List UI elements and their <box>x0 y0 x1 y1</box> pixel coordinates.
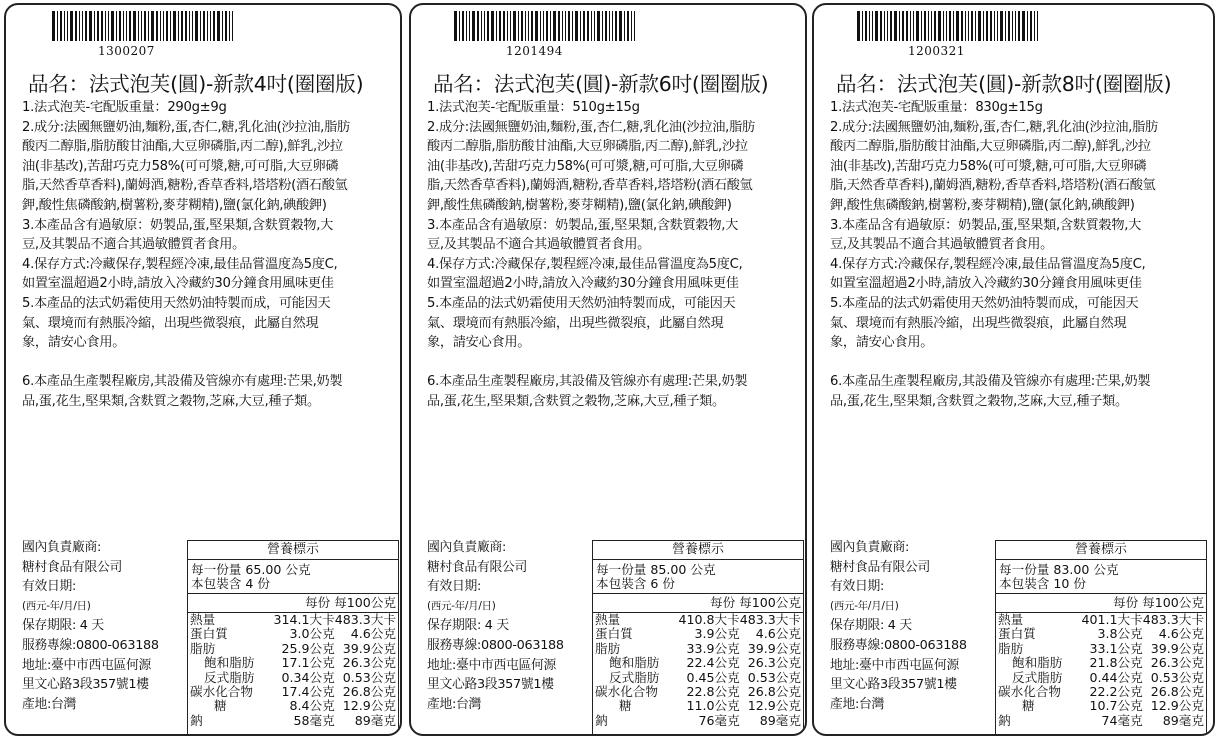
barcode-number: 1201494 <box>506 44 563 58</box>
description-line: 油(非基改),苦甜巧克力58%(可可漿,糖,可可脂,大豆卵磷 <box>830 158 1147 174</box>
nutrient-name: 碳水化合物 <box>595 684 658 700</box>
nutrition-row <box>593 699 803 713</box>
nutrient-name: 反式脂肪 <box>1012 669 1063 685</box>
product-label-2 <box>409 3 807 736</box>
per-serving-value: 3.9公克 <box>694 626 740 642</box>
manufacturer-line: 有效日期: <box>830 579 884 595</box>
nutrition-header: 營養標示 <box>996 541 1206 560</box>
description-line: 4.保存方式:冷藏保存,製程經冷凍,最佳品嘗溫度為5度C, <box>830 256 1146 272</box>
nutrient-name: 飽和脂肪 <box>204 655 255 671</box>
per-serving-value: 3.8公克 <box>1097 626 1143 642</box>
per-100g-value: 39.9公克 <box>747 640 801 656</box>
per-100g-value: 0.53公克 <box>747 669 801 685</box>
nutrient-name: 脂肪 <box>998 640 1024 656</box>
nutrition-row <box>593 627 803 641</box>
per-serving-value: 0.45公克 <box>686 669 740 685</box>
description-line: 酸丙二醇脂,脂肪酸甘油酯,大豆卵磷脂,丙二醇),鮮乳,沙拉 <box>427 139 748 155</box>
nutrition-row <box>996 642 1206 656</box>
description-line: 如置室溫超過2小時,請放入冷藏約30分鐘食用風味更佳 <box>427 276 739 292</box>
description-line: 豆,及其製品不適合其過敏體質者食用。 <box>22 237 245 253</box>
per-100g-value: 89毫克 <box>354 712 396 728</box>
nutrient-name: 熱量 <box>595 612 621 627</box>
per-serving-value: 22.2公克 <box>1089 684 1143 700</box>
manufacturer-line: 國內負責廠商: <box>427 540 506 555</box>
description-line: 3.本產品含有過敏原：奶製品,蛋,堅果類,含麩質穀物,大 <box>22 217 334 233</box>
description-line: 6.本產品生產製程廠房,其設備及管線亦有處理:芒果,奶製 <box>427 374 748 390</box>
per-serving-value: 22.8公克 <box>686 684 740 700</box>
manufacturer-line: 服務專線:0800-063188 <box>22 637 159 653</box>
per-100g-value: 0.53公克 <box>342 669 396 685</box>
description-line: 如置室溫超過2小時,請放入冷藏約30分鐘食用風味更佳 <box>830 276 1142 292</box>
nutrition-row <box>188 671 398 685</box>
barcode <box>857 11 1040 41</box>
description-line: 5.本產品的法式奶霜使用天然奶油特製而成，可能因天 <box>830 295 1139 311</box>
per-100g-value: 483.3大卡 <box>739 612 801 627</box>
barcode-number: 1200321 <box>908 44 965 58</box>
per-100g-value: 4.6公克 <box>755 626 801 642</box>
nutrient-name: 蛋白質 <box>595 626 633 642</box>
serving-size: 每一份量 83.00 公克 <box>999 562 1119 577</box>
manufacturer-line: 地址:臺中市西屯區何源 <box>22 657 151 673</box>
nutrition-row <box>593 656 803 670</box>
product-label-3 <box>812 3 1215 736</box>
description-line: 6.本產品生產製程廠房,其設備及管線亦有處理:芒果,奶製 <box>830 374 1151 390</box>
nutrition-column-header: 每份 每100公克 <box>996 594 1206 613</box>
per-serving-value: 314.1大卡 <box>273 612 335 627</box>
description-line <box>22 353 390 373</box>
per-100g-value: 0.53公克 <box>1150 669 1204 685</box>
manufacturer-info <box>427 538 595 714</box>
per-100g-value: 26.3公克 <box>1150 655 1204 671</box>
servings-per-package: 本包裝含 6 份 <box>596 576 675 591</box>
per-serving-value: 25.9公克 <box>281 640 335 656</box>
description-line: 3.本產品含有過敏原：奶製品,蛋,堅果類,含麩質穀物,大 <box>427 217 739 233</box>
nutrition-row <box>996 699 1206 713</box>
description-line: 脂,天然香草香料),蘭姆酒,糖粉,香草香料,塔塔粉(酒石酸氫 <box>427 178 753 194</box>
description-line: 品,蛋,花生,堅果類,含麩質之穀物,芝麻,大豆,種子類。 <box>427 393 725 409</box>
nutrition-column-header: 每份 每100公克 <box>188 594 398 613</box>
product-title: 品名：法式泡芙(圓)-新款4吋(圈圈版) <box>28 72 364 96</box>
nutrition-row <box>593 714 803 728</box>
product-description <box>427 98 795 412</box>
manufacturer-line: (西元-年/月/日) <box>22 599 91 612</box>
description-line: 象，請安心食用。 <box>22 335 126 351</box>
per-100g-value: 4.6公克 <box>350 626 396 642</box>
manufacturer-line: 有效日期: <box>427 579 481 595</box>
manufacturer-line: 里文心路3段357號1樓 <box>427 677 554 693</box>
manufacturer-line: (西元-年/月/日) <box>830 599 899 612</box>
description-line: 油(非基改),苦甜巧克力58%(可可漿,糖,可可脂,大豆卵磷 <box>22 158 339 174</box>
description-line: 5.本產品的法式奶霜使用天然奶油特製而成，可能因天 <box>427 295 736 311</box>
per-serving-value: 0.34公克 <box>281 669 335 685</box>
description-line: 鉀,酸性焦磷酸鈉,樹薯粉,麥芽糊精),鹽(氯化鈉,碘酸鉀) <box>830 197 1135 213</box>
nutrition-column-header: 每份 每100公克 <box>593 594 803 613</box>
nutrient-name: 飽和脂肪 <box>609 655 660 671</box>
manufacturer-line: 保存期限: 4 天 <box>22 618 104 634</box>
description-line: 脂,天然香草香料),蘭姆酒,糖粉,香草香料,塔塔粉(酒石酸氫 <box>830 178 1156 194</box>
manufacturer-line: 國內負責廠商: <box>830 540 909 555</box>
servings-per-package: 本包裝含 4 份 <box>191 576 270 591</box>
description-line: 豆,及其製品不適合其過敏體質者食用。 <box>830 237 1053 253</box>
per-100g-value: 12.9公克 <box>342 698 396 714</box>
description-line: 1.法式泡芙-宅配版重量：510g±15g <box>427 100 640 115</box>
manufacturer-line: 地址:臺中市西屯區何源 <box>427 657 556 673</box>
nutrition-row <box>593 613 803 627</box>
per-serving-value: 33.9公克 <box>686 640 740 656</box>
description-line: 鉀,酸性焦磷酸鈉,樹薯粉,麥芽糊精),鹽(氯化鈉,碘酸鉀) <box>427 197 732 213</box>
manufacturer-line: 服務專線:0800-063188 <box>427 637 564 653</box>
nutrition-row <box>996 714 1206 728</box>
description-line: 4.保存方式:冷藏保存,製程經冷凍,最佳品嘗溫度為5度C, <box>22 256 338 272</box>
nutrient-name: 反式脂肪 <box>609 669 660 685</box>
per-serving-value: 401.1大卡 <box>1081 612 1143 627</box>
per-serving-value: 76毫克 <box>698 712 740 728</box>
per-serving-value: 33.1公克 <box>1089 640 1143 656</box>
per-100g-value: 4.6公克 <box>1158 626 1204 642</box>
per-100g-value: 483.3大卡 <box>334 612 396 627</box>
nutrition-row <box>593 642 803 656</box>
per-100g-value: 26.8公克 <box>747 684 801 700</box>
description-line <box>830 353 1198 373</box>
description-line: 氣、環境而有熱脹冷縮，出現些微裂痕，此屬自然現 <box>22 315 319 331</box>
per-serving-value: 17.1公克 <box>281 655 335 671</box>
nutrition-row <box>188 714 398 728</box>
nutrient-name: 碳水化合物 <box>998 684 1061 700</box>
per-serving-value: 3.0公克 <box>289 626 335 642</box>
nutrition-row <box>188 627 398 641</box>
manufacturer-line: 糖村食品有限公司 <box>427 559 527 575</box>
manufacturer-line: 糖村食品有限公司 <box>22 559 122 575</box>
description-line <box>427 353 795 373</box>
per-serving-value: 17.4公克 <box>281 684 335 700</box>
description-line: 象，請安心食用。 <box>830 335 934 351</box>
nutrition-row <box>188 699 398 713</box>
description-line: 品,蛋,花生,堅果類,含麩質之穀物,芝麻,大豆,種子類。 <box>22 393 320 409</box>
description-line: 如置室溫超過2小時,請放入冷藏約30分鐘食用風味更佳 <box>22 276 334 292</box>
product-description <box>830 98 1198 412</box>
per-100g-value: 26.3公克 <box>747 655 801 671</box>
description-line: 6.本產品生產製程廠房,其設備及管線亦有處理:芒果,奶製 <box>22 374 343 390</box>
description-line: 2.成分:法國無鹽奶油,麵粉,蛋,杏仁,糖,乳化油(沙拉油,脂肪 <box>427 119 755 135</box>
per-100g-value: 39.9公克 <box>342 640 396 656</box>
description-line: 5.本產品的法式奶霜使用天然奶油特製而成，可能因天 <box>22 295 331 311</box>
serving-info <box>188 560 398 594</box>
per-100g-value: 12.9公克 <box>1150 698 1204 714</box>
nutrition-header: 營養標示 <box>188 541 398 560</box>
nutrient-name: 熱量 <box>190 612 216 627</box>
nutrient-name: 反式脂肪 <box>204 669 255 685</box>
nutrition-row <box>996 627 1206 641</box>
per-serving-value: 8.4公克 <box>289 698 335 714</box>
description-line: 豆,及其製品不適合其過敏體質者食用。 <box>427 237 650 253</box>
nutrition-row <box>188 642 398 656</box>
manufacturer-info <box>22 538 190 714</box>
per-100g-value: 39.9公克 <box>1150 640 1204 656</box>
manufacturer-line: (西元-年/月/日) <box>427 599 496 612</box>
per-100g-value: 12.9公克 <box>747 698 801 714</box>
per-serving-value: 74毫克 <box>1101 712 1143 728</box>
per-serving-value: 11.0公克 <box>686 698 740 714</box>
product-description <box>22 98 390 412</box>
servings-per-package: 本包裝含 10 份 <box>999 576 1087 591</box>
per-serving-value: 21.8公克 <box>1089 655 1143 671</box>
nutrition-row <box>188 685 398 699</box>
nutrition-row <box>188 656 398 670</box>
product-label-1 <box>4 3 402 736</box>
nutrition-row <box>996 613 1206 627</box>
manufacturer-line: 里文心路3段357號1樓 <box>830 677 957 693</box>
description-line: 1.法式泡芙-宅配版重量：290g±9g <box>22 100 227 115</box>
manufacturer-info <box>830 538 998 714</box>
nutrition-row <box>188 613 398 627</box>
nutrient-name: 糖 <box>214 698 227 714</box>
manufacturer-line: 保存期限: 4 天 <box>830 618 912 634</box>
barcode <box>454 11 637 41</box>
serving-info <box>996 560 1206 594</box>
manufacturer-line: 產地:台灣 <box>830 696 884 712</box>
description-line: 脂,天然香草香料),蘭姆酒,糖粉,香草香料,塔塔粉(酒石酸氫 <box>22 178 348 194</box>
nutrient-name: 糖 <box>1022 698 1035 714</box>
description-line: 象，請安心食用。 <box>427 335 531 351</box>
nutrient-name: 飽和脂肪 <box>1012 655 1063 671</box>
barcode-number: 1300207 <box>98 44 155 58</box>
nutrient-name: 熱量 <box>998 612 1024 627</box>
description-line: 酸丙二醇脂,脂肪酸甘油酯,大豆卵磷脂,丙二醇),鮮乳,沙拉 <box>830 139 1151 155</box>
per-100g-value: 89毫克 <box>1162 712 1204 728</box>
nutrition-row <box>593 671 803 685</box>
description-line: 氣、環境而有熱脹冷縮，出現些微裂痕，此屬自然現 <box>830 315 1127 331</box>
manufacturer-line: 產地:台灣 <box>22 696 76 712</box>
manufacturer-line: 地址:臺中市西屯區何源 <box>830 657 959 673</box>
per-100g-value: 89毫克 <box>759 712 801 728</box>
barcode <box>52 11 235 41</box>
description-line: 油(非基改),苦甜巧克力58%(可可漿,糖,可可脂,大豆卵磷 <box>427 158 744 174</box>
nutrition-row <box>996 685 1206 699</box>
nutrition-header: 營養標示 <box>593 541 803 560</box>
per-serving-value: 0.44公克 <box>1089 669 1143 685</box>
per-100g-value: 26.8公克 <box>1150 684 1204 700</box>
per-100g-value: 26.3公克 <box>342 655 396 671</box>
nutrition-rows <box>188 613 398 728</box>
nutrient-name: 脂肪 <box>190 640 216 656</box>
nutrition-row <box>996 671 1206 685</box>
description-line: 3.本產品含有過敏原：奶製品,蛋,堅果類,含麩質穀物,大 <box>830 217 1142 233</box>
manufacturer-line: 里文心路3段357號1樓 <box>22 677 149 693</box>
description-line: 鉀,酸性焦磷酸鈉,樹薯粉,麥芽糊精),鹽(氯化鈉,碘酸鉀) <box>22 197 327 213</box>
manufacturer-line: 糖村食品有限公司 <box>830 559 930 575</box>
nutrient-name: 碳水化合物 <box>190 684 253 700</box>
per-100g-value: 26.8公克 <box>342 684 396 700</box>
nutrition-row <box>593 685 803 699</box>
nutrition-facts-table <box>995 540 1207 736</box>
serving-info <box>593 560 803 594</box>
per-serving-value: 10.7公克 <box>1089 698 1143 714</box>
description-line: 2.成分:法國無鹽奶油,麵粉,蛋,杏仁,糖,乳化油(沙拉油,脂肪 <box>830 119 1158 135</box>
description-line: 4.保存方式:冷藏保存,製程經冷凍,最佳品嘗溫度為5度C, <box>427 256 743 272</box>
product-title: 品名：法式泡芙(圓)-新款8吋(圈圈版) <box>836 72 1172 96</box>
serving-size: 每一份量 85.00 公克 <box>596 562 716 577</box>
manufacturer-line: 服務專線:0800-063188 <box>830 637 967 653</box>
description-line: 酸丙二醇脂,脂肪酸甘油酯,大豆卵磷脂,丙二醇),鮮乳,沙拉 <box>22 139 343 155</box>
nutrition-rows <box>996 613 1206 728</box>
manufacturer-line: 保存期限: 4 天 <box>427 618 509 634</box>
nutrient-name: 蛋白質 <box>190 626 228 642</box>
per-100g-value: 483.3大卡 <box>1142 612 1204 627</box>
nutrient-name: 鈉 <box>190 712 203 728</box>
per-serving-value: 410.8大卡 <box>678 612 740 627</box>
nutrient-name: 糖 <box>619 698 632 714</box>
nutrient-name: 鈉 <box>595 712 608 728</box>
manufacturer-line: 產地:台灣 <box>427 696 481 712</box>
product-title: 品名：法式泡芙(圓)-新款6吋(圈圈版) <box>433 72 769 96</box>
nutrition-facts-table <box>592 540 804 736</box>
nutrient-name: 脂肪 <box>595 640 621 656</box>
description-line: 2.成分:法國無鹽奶油,麵粉,蛋,杏仁,糖,乳化油(沙拉油,脂肪 <box>22 119 350 135</box>
nutrition-row <box>996 656 1206 670</box>
description-line: 氣、環境而有熱脹冷縮，出現些微裂痕，此屬自然現 <box>427 315 724 331</box>
nutrition-facts-table <box>187 540 399 736</box>
serving-size: 每一份量 65.00 公克 <box>191 562 311 577</box>
manufacturer-line: 國內負責廠商: <box>22 540 101 555</box>
description-line: 1.法式泡芙-宅配版重量：830g±15g <box>830 100 1043 115</box>
nutrient-name: 鈉 <box>998 712 1011 728</box>
nutrition-rows <box>593 613 803 728</box>
nutrient-name: 蛋白質 <box>998 626 1036 642</box>
description-line: 品,蛋,花生,堅果類,含麩質之穀物,芝麻,大豆,種子類。 <box>830 393 1128 409</box>
per-serving-value: 22.4公克 <box>686 655 740 671</box>
manufacturer-line: 有效日期: <box>22 579 76 595</box>
per-serving-value: 58毫克 <box>293 712 335 728</box>
